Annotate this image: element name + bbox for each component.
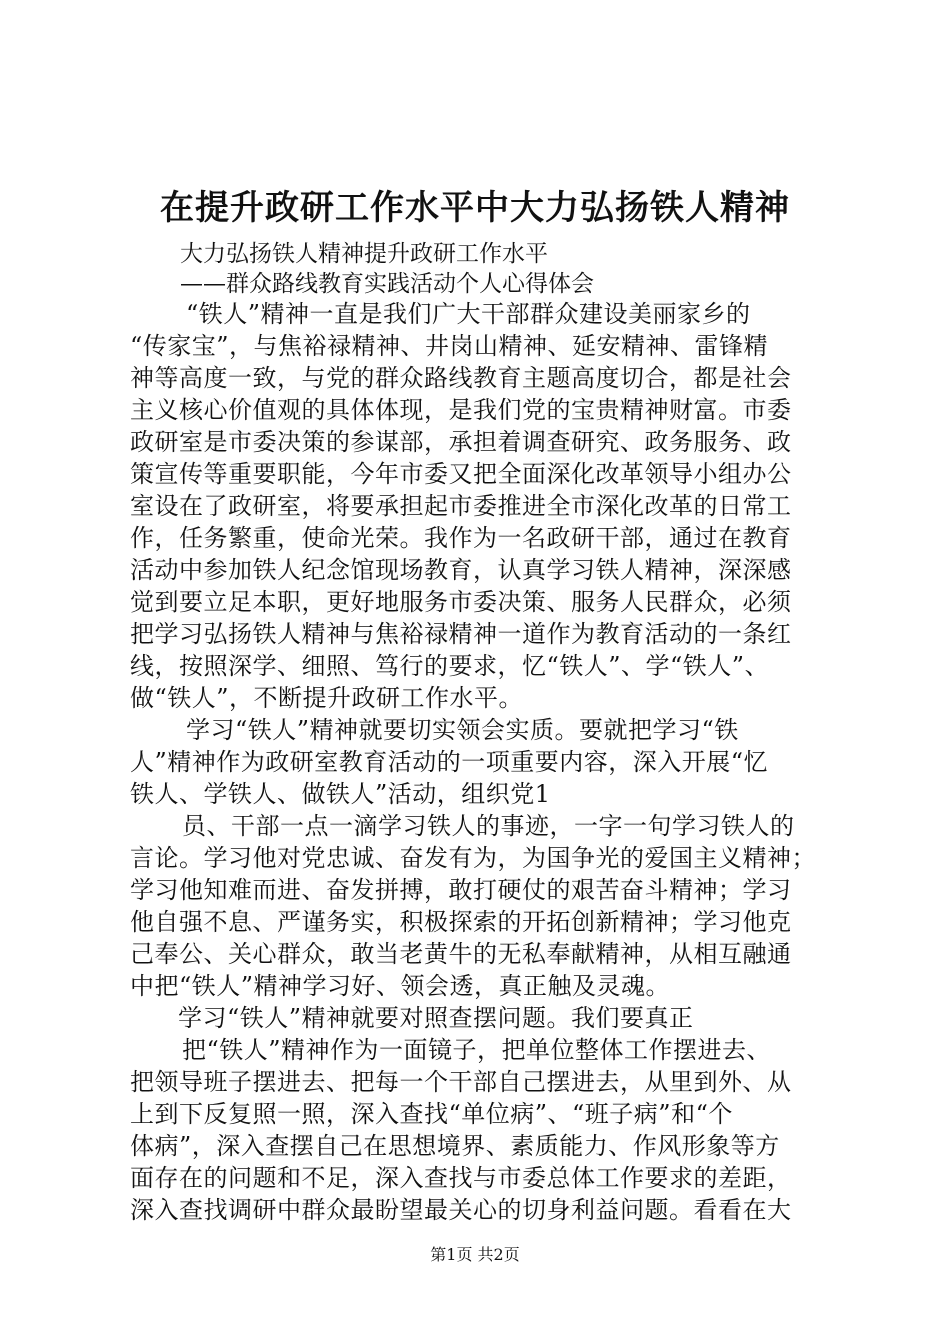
body-line: 学习他知难而进、奋发拼搏，敢打硬仗的艰苦奋斗精神；学习: [130, 876, 792, 904]
body-line: 室设在了政研室，将要承担起市委推进全市深化改革的日常工: [130, 492, 792, 520]
body-line: 政研室是市委决策的参谋部，承担着调查研究、政务服务、政: [130, 428, 792, 456]
body-line: 面存在的问题和不足，深入查找与市委总体工作要求的差距，: [130, 1164, 792, 1192]
body-line: 言论。学习他对党忠诚、奋发有为，为国争光的爱国主义精神；: [130, 844, 816, 872]
body-line: 中把“铁人”精神学习好、领会透，真正触及灵魂。: [130, 972, 671, 1000]
body-line: 做“铁人”，不断提升政研工作水平。: [130, 684, 524, 712]
body-line: 他自强不息、严谨务实，积极探索的开拓创新精神；学习他克: [130, 908, 792, 936]
body-line: 深入查找调研中群众最盼望最关心的切身利益问题。看看在大: [130, 1196, 792, 1224]
body-line: 把学习弘扬铁人精神与焦裕禄精神一道作为教育活动的一条红: [130, 620, 792, 648]
body-line: 神等高度一致，与党的群众路线教育主题高度切合，都是社会: [130, 364, 792, 392]
body-line: 学习“铁人”精神就要切实领会实质。要就把学习“铁: [186, 716, 739, 744]
body-line: 线，按照深学、细照、笃行的要求，忆“铁人”、学“铁人”、: [130, 652, 770, 680]
body-line: 人”精神作为政研室教育活动的一项重要内容，深入开展“忆: [130, 748, 769, 776]
body-line: 策宣传等重要职能，今年市委又把全面深化改革领导小组办公: [130, 460, 792, 488]
document-title: 在提升政研工作水平中大力弘扬铁人精神: [160, 188, 790, 228]
body-line: 员、干部一点一滴学习铁人的事迹，一字一句学习铁人的: [182, 812, 795, 840]
body-line: 上到下反复照一照，深入查找“单位病”、“班子病”和“个: [130, 1100, 733, 1128]
body-line: 体病”，深入查摆自己在思想境界、素质能力、作风形象等方: [130, 1132, 780, 1160]
body-line: 学习“铁人”精神就要对照查摆问题。我们要真正: [178, 1004, 694, 1032]
body-line: 把“铁人”精神作为一面镜子，把单位整体工作摆进去、: [182, 1036, 772, 1064]
body-line: 把领导班子摆进去、把每一个干部自己摆进去，从里到外、从: [130, 1068, 792, 1096]
body-line: 觉到要立足本职，更好地服务市委决策、服务人民群众，必须: [130, 588, 792, 616]
body-line: 己奉公、关心群众，敢当老黄牛的无私奉献精神，从相互融通: [130, 940, 792, 968]
page-number-footer: 第1页 共2页: [430, 1245, 520, 1264]
body-line: “传家宝”，与焦裕禄精神、井岗山精神、延安精神、雷锋精: [130, 332, 769, 360]
subtitle-line-2: ——群众路线教育实践活动个人心得体会: [180, 271, 594, 297]
subtitle-line-1: 大力弘扬铁人精神提升政研工作水平: [180, 241, 548, 267]
body-line: 活动中参加铁人纪念馆现场教育，认真学习铁人精神，深深感: [130, 556, 792, 584]
body-line: 作，任务繁重，使命光荣。我作为一名政研干部，通过在教育: [130, 524, 792, 552]
body-line: “铁人”精神一直是我们广大干部群众建设美丽家乡的: [186, 300, 751, 328]
body-line: 铁人、学铁人、做铁人”活动，组织党1: [130, 780, 551, 808]
body-line: 主义核心价值观的具体体现，是我们党的宝贵精神财富。市委: [130, 396, 792, 424]
